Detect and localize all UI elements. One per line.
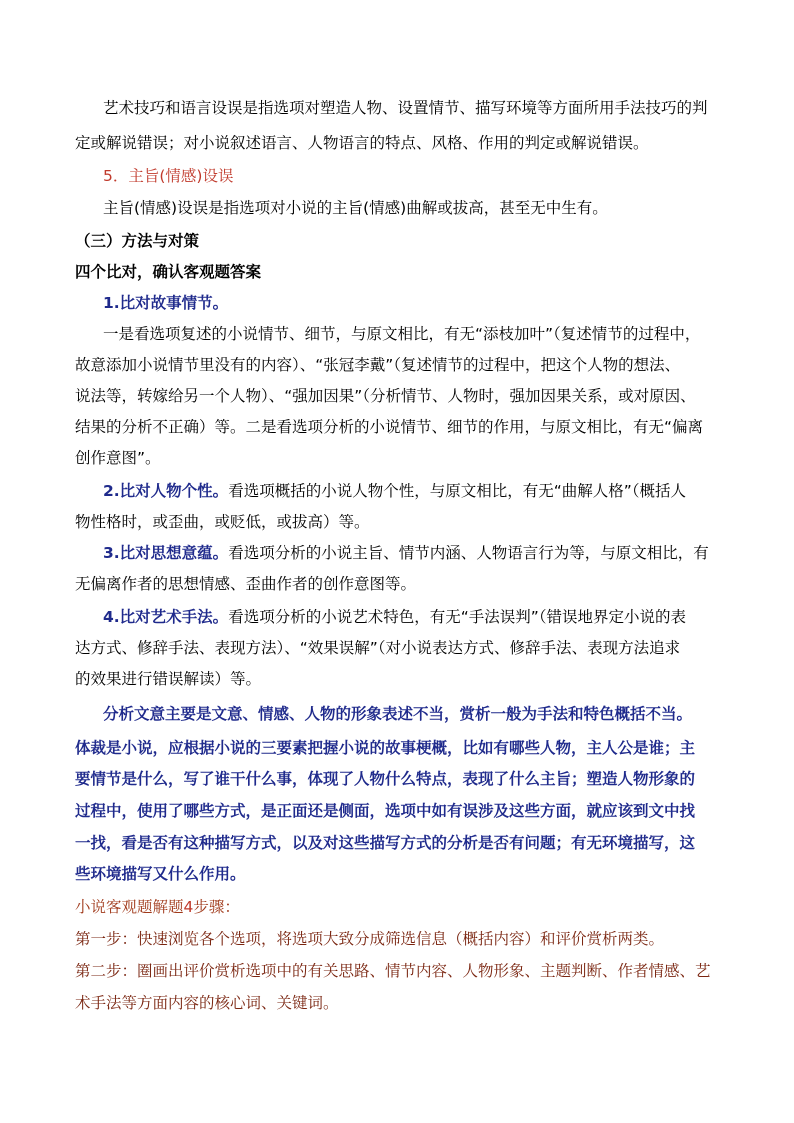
paragraph-line: 一是看选项复述的小说情节、细节，与原文相比，有无“添枝加叶”（复述情节的过程中，: [103, 325, 701, 343]
paragraph-line: 的效果进行错误解读）等。: [75, 670, 262, 688]
compare-item-3: [103, 543, 709, 563]
compare-item-4: [103, 607, 686, 627]
paragraph-line: 无偏离作者的思想情感、歪曲作者的创作意图等。: [75, 575, 417, 593]
paragraph-line: 达方式、修辞手法、表现方法）、“效果误解”（对小说表达方式、修辞手法、表现方法追求: [75, 639, 681, 657]
paragraph-line: 物性格时，或歪曲，或贬低，或拔高）等。: [75, 513, 370, 531]
step-2-cont: 术手法等方面内容的核心词、关键词。: [75, 994, 339, 1012]
steps-intro-text: 步骤：: [193, 898, 240, 916]
paragraph-line: 创作意图”。: [75, 449, 161, 467]
compare-heading-3: 3.比对思想意蕴。: [103, 544, 229, 562]
paragraph-line: 主旨(情感)设误是指选项对小说的主旨(情感)曲解或拔高，甚至无中生有。: [103, 199, 608, 217]
summary-line: 体裁是小说，应根据小说的三要素把握小说的故事梗概，比如有哪些人物，主人公是谁；主: [75, 739, 696, 757]
compare-text: 看选项概括的小说人物个性，与原文相比，有无“曲解人格”（概括人: [228, 482, 686, 500]
compare-heading-2: 2.比对人物个性。: [103, 482, 229, 500]
compare-heading-4: 4.比对艺术手法。: [103, 608, 229, 626]
paragraph-line: 定或解说错误；对小说叙述语言、人物语言的特点、风格、作用的判定或解说错误。: [75, 134, 649, 152]
summary-line: 要情节是什么，写了谁干什么事，体现了人物什么特点，表现了什么主旨；塑造人物形象的: [75, 770, 696, 788]
summary-line: 一找，看是否有这种描写方式，以及对这些描写方式的分析是否有问题；有无环境描写，这: [75, 834, 696, 852]
compare-text: 看选项分析的小说艺术特色，有无“手法误判”（错误地界定小说的表: [228, 608, 686, 626]
paragraph-line: 艺术技巧和语言设误是指选项对塑造人物、设置情节、描写环境等方面所用手法技巧的判: [103, 99, 708, 117]
summary-line: 过程中，使用了哪些方式，是正面还是侧面，选项中如有误涉及这些方面，就应该到文中找: [75, 802, 696, 820]
method-heading: 四个比对，确认客观题答案: [75, 263, 262, 281]
step-2: 第二步：圈画出评价赏析选项中的有关思路、情节内容、人物形象、主题判断、作者情感、艺: [75, 962, 711, 980]
compare-item-2: [103, 481, 686, 501]
subsection-heading: （三）方法与对策: [75, 232, 200, 250]
step-1: 第一步：快速浏览各个选项，将选项大致分成筛选信息（概括内容）和评价赏析两类。: [75, 930, 665, 948]
section-title: 主旨(情感)设误: [128, 167, 234, 185]
steps-intro: [75, 897, 240, 917]
steps-count: 4: [183, 898, 194, 916]
section-heading-5: [103, 166, 233, 186]
paragraph-line: 结果的分析不正确）等。二是看选项分析的小说情节、细节的作用，与原文相比，有无“偏离: [75, 418, 704, 436]
summary-line: 分析文意主要是文意、情感、人物的形象表述不当，赏析一般为手法和特色概括不当。: [103, 705, 693, 723]
compare-text: 看选项分析的小说主旨、情节内涵、人物语言行为等，与原文相比，有: [228, 544, 709, 562]
paragraph-line: 故意添加小说情节里没有的内容）、“张冠李戴”（复述情节的过程中，把这个人物的想法、: [75, 356, 681, 374]
steps-intro-text: 小说客观题解题: [75, 898, 184, 916]
section-number: 5．: [103, 167, 129, 185]
paragraph-line: 说法等，转嫁给另一个人物）、“强加因果”（分析情节、人物时，强加因果关系，或对原因、: [75, 387, 696, 405]
compare-heading-1: 1.比对故事情节。: [103, 294, 229, 312]
summary-line: 些环境描写又什么作用。: [75, 865, 246, 883]
